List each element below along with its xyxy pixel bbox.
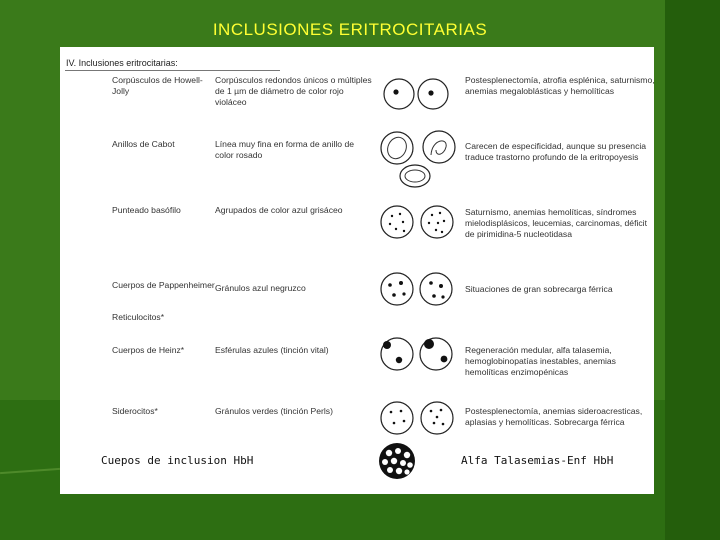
row-note: Postesplenectomía, anemias sideroacresticas, aplasias y hemolíticas. Sobrecarga férrica [465, 406, 643, 427]
row-description: Gránulos verdes (tinción Perls) [215, 406, 333, 416]
row-description: Esférulas azules (tinción vital) [215, 345, 329, 355]
row-description: Agrupados de color azul grisáceo [215, 205, 343, 215]
row-name: Cuerpos de Heinz* [112, 345, 185, 355]
row-extra-name: Reticulocitos* [112, 312, 165, 322]
background-line [0, 468, 60, 474]
row-note: Saturnismo, anemias hemolíticas, síndromes mielodisplásicos, leucemias, carcinomas, déficit de pirimidina-5 nucleotidasa [465, 207, 647, 239]
table-heading: IV. Inclusiones eritrocitarias: [66, 58, 178, 68]
table-sheet [60, 47, 654, 494]
cabot-ring-cells [381, 131, 455, 187]
caption-left: Cuepos de inclusion HbH [101, 454, 254, 467]
howell-jolly-cells [384, 79, 448, 109]
row-name: Corpúsculos de Howell-Jolly [112, 75, 203, 96]
caption-right: Alfa Talasemias-Enf HbH [461, 454, 614, 467]
basophilic-stippling-cells [381, 206, 453, 238]
background-edge [665, 0, 720, 540]
hbh-inclusion-cell [379, 443, 415, 479]
row-name: Punteado basófilo [112, 205, 181, 215]
row-note: Situaciones de gran sobrecarga férrica [465, 284, 613, 294]
row-name: Cuerpos de Pappenheimer [112, 280, 215, 290]
row-note: Carecen de especificidad, aunque su presencia traduce trastorno profundo de la eritropoyesis [465, 141, 647, 162]
row-note: Regeneración medular, alfa talasemia, hemoglobinopatías inestables, anemias hemolíticas enzimopénicas [465, 345, 616, 377]
row-name: Anillos de Cabot [112, 139, 175, 149]
heinz-body-cells [381, 338, 452, 370]
pappenheimer-cells [381, 273, 452, 305]
row-description: Corpúsculos redondos únicos o múltiples de 1 µm de diámetro de color rojo violáceo [215, 75, 372, 107]
row-description: Línea muy fina en forma de anillo de color rosado [215, 139, 355, 160]
erythrocyte-illustrations [60, 47, 654, 494]
row-description: Gránulos azul negruzco [215, 283, 306, 293]
row-note: Postesplenectomía, atrofia esplénica, saturnismo, anemias megaloblásticas y hemolíticas [465, 75, 655, 96]
slide-title: INCLUSIONES ERITROCITARIAS [212, 20, 488, 39]
row-name: Siderocitos* [112, 406, 158, 416]
siderocyte-cells [381, 402, 453, 434]
